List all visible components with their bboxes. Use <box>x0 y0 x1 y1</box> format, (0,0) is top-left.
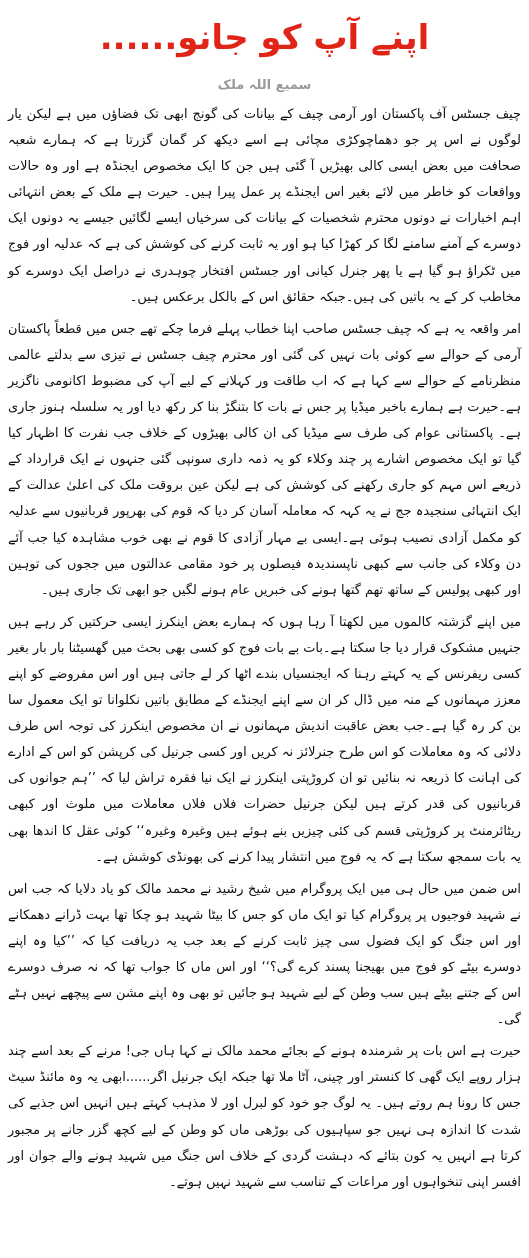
article-title: اپنے آپ کو جانو...... <box>99 18 430 58</box>
paragraph: حیرت ہے اس بات پر شرمندہ ہونے کے بجائے محمد مالک نے کہا ہاں جی! مرنے کے بعد اسے چند ہزار روپے ایک گھی کا کنستر اور چینی، آٹا ملا تھا جبکہ ایک جرنیل اگر......ابھی یہ وہ مائنڈ سیٹ جس کا رونا ہم روتے ہیں۔ یہ لوگ جو خود کو لبرل اور لا مذہب کہتے ہیں انہیں اس جذبے کی شدت کا اندازہ ہی نہیں جو سپاہیوں کی بوڑھی ماں کو وطن کے لیے کچھ گزر جانے پر مجبور کرتا ہے انہیں یہ کون بتائے کہ دہشت گردی کے خلاف اس جنگ میں شہید ہونے والے جوان اور افسر اپنی تنخواہوں اور مراعات کے تناسب سے شہید نہیں ہوتے۔ <box>8 1044 521 1190</box>
paragraph: اس ضمن میں حال ہی میں ایک پروگرام میں شیخ رشید نے محمد مالک کو یاد دلایا کہ جب اس نے شہید فوجیوں پر پروگرام کیا تو ایک ماں کو جس کا بیٹا شہید ہو چکا تھا بہت ڈرانے دھمکانے اور اس جنگ کو ایک فضول سی چیز ثابت کرنے کے بعد جب یہ دریافت کیا کہ ’’کیا وہ اپنے دوسرے بیٹے کو فوج میں بھیجنا پسند کرے گی؟‘‘ اور اس ماں کا جواب تھا کہ نہ صرف دوسرے اس کے جتنے بیٹے ہیں سب وطن کے لیے شہید ہو جائیں تو بھی وہ اپنے مشن سے پیچھے نہیں ہٹے گی۔ <box>8 881 521 1028</box>
author-name: سمیع اللہ ملک <box>217 78 312 93</box>
paragraph: امر واقعہ یہ ہے کہ چیف جسٹس صاحب اپنا خطاب پہلے فرما چکے تھے جس میں قطعاً پاکستان آرمی کے حوالے سے کوئی بات نہیں کی گئی اور محترم چیف جسٹس نے تیزی سے بدلتے عالمی منظرنامے کے حوالے سے کہا ہے کہ اب طاقت ور کہلانے کے لیے آپ کی مضبوط اکانومی ناگزیر ہے۔حیرت ہے ہمارے باخبر میڈیا پر جس نے بات کا بتنگڑ بنا کر رکھ دیا اور یہ سلسلہ ہنوز جاری ہے۔ پاکستانی عوام کی طرف سے میڈیا کی ان کالی بھیڑوں کے خلاف جب نفرت کا اظہار کیا گیا تو ایک مخصوص اشارے پر چند وکلاء کو یہ ذمہ داری سونپی گئی جنہوں نے ایک قرارداد کے ذریعے اس مہم کو جاری رکھنے کی کوشش کی ہے لیکن عین بروقت ملک کی اعلیٰ عدالت کے ایک انتہائی سنجیدہ جج نے یہ کہہ کہ معاملہ آسان کر دیا کہ قوم کی بھرپور قربانیوں سے عدلیہ کو مکمل آزادی نصیب ہوئی ہے۔ایسی بے مہار آزادی کا قوم نے بھی خوب مشاہدہ کیا جب آئے دن وکلاء کی جانب سے کبھی ناپسندیدہ فیصلوں پر خود مقامی عدالتوں میں ججوں کی توہین اور کبھی پولیس کے ساتھ تھم گتھا ہونے کی خبریں عام ہونے لگیں جو ابھی تک جاری ہیں۔ <box>8 321 521 598</box>
paragraph: میں اپنے گزشتہ کالموں میں لکھتا آ رہا ہوں کہ ہمارے بعض اینکرز ایسی حرکتیں کر رہے ہیں جنہیں مشکوک قرار دیا جا سکتا ہے۔بات بے بات فوج کو کسی بھی بحث میں گھسیٹنا بار بار بغیر کسی ریفرنس کے یہ کہتے رہنا کہ ایجنسیاں بندے اٹھا کر لے جاتی ہیں اور اس مفروضے کو اپنے معزز مہمانوں کے منہ میں ڈال کر ان سے اپنے ایجنڈے کے مطابق باتیں نکلوانا تو ایک معمول سا بن کر رہ گیا ہے۔جب بعض عاقبت اندیش مہمانوں نے ان مخصوص اینکرز کی توجہ اس طرف دلائی کہ وہ معاملات کو اس طرح جنرلائز نہ کریں اور کسی جرنیل کی کرپشن کو اس کے ادارے کی اہانت کا ذریعہ نہ بنائیں تو ان کروڑپتی اینکرز نے ایک نیا فقرہ تراش لیا کہ ’’ہم جوانوں کی قربانیوں کی قدر کرتے ہیں لیکن جرنیل حضرات فلاں فلاں معاملات میں ملوث اور کبھی ریٹائرمنٹ پر کروڑپتی قسم کی کئی چیزیں بنے ہوئے ہیں وغیرہ وغیرہ‘‘ کوئی عقل کا اندھا بھی یہ بات سمجھ سکتا ہے کہ یہ فوج میں انتشار پیدا کرنے کی بھونڈی کوشش ہے۔ <box>8 614 521 865</box>
paragraph: چیف جسٹس آف پاکستان اور آرمی چیف کے بیانات کی گونج ابھی تک فضاؤں میں ہے لیکن یار لوگوں نے اس پر جو دھماچوکڑی مچائی ہے اسے دیکھ کر گمان گزرتا ہے کہ ہمارے شعبہ صحافت میں بعض ایسی کالی بھیڑیں آ گئی ہیں جن کا ایک مخصوص ایجنڈہ ہے اور وہ حالات وواقعات کو خاطر میں لائے بغیر اس ایجنڈے پر عمل پیرا ہیں۔ حیرت ہے ملک کے بعض انتہائی اہم اخبارات نے دونوں محترم شخصیات کے بیانات کی سرخیاں ایسے لگائیں جیسے یہ دونوں ایک دوسرے کے آمنے سامنے لگا کر کھڑا کیا ہو اور یہ ثابت کرنے کی کوشش کی ہے کہ عدلیہ اور فوج میں ٹکراؤ ہو گیا ہے یا پھر جنرل کیانی اور جسٹس افتخار چوہدری نے دراصل ایک دوسرے کو مخاطب کر کے یہ باتیں کی ہیں۔جبکہ حقائق اس کے بالکل برعکس ہیں۔ <box>8 107 521 305</box>
article-body <box>8 102 521 1196</box>
